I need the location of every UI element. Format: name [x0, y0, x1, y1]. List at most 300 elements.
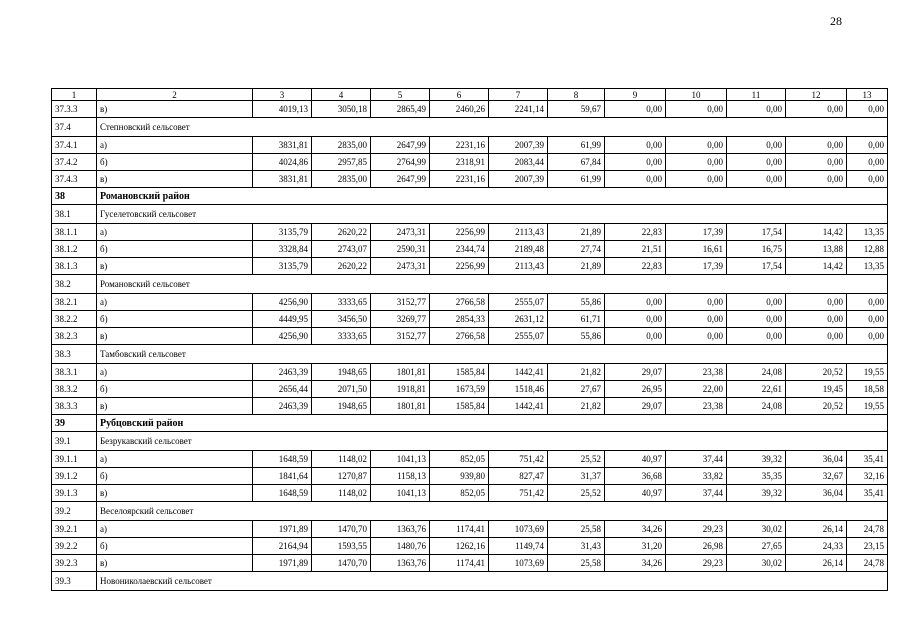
value-cell: 1148,02 [312, 451, 371, 468]
row-variant: а) [97, 451, 253, 468]
value-cell: 32,67 [786, 468, 847, 485]
value-cell: 2656,44 [253, 381, 312, 398]
value-cell: 2189,48 [489, 241, 548, 258]
value-cell: 26,14 [786, 521, 847, 538]
table-row [52, 171, 888, 188]
value-cell: 59,67 [548, 101, 605, 118]
value-cell: 0,00 [666, 154, 727, 171]
row-code: 38.2.1 [52, 294, 97, 311]
value-cell: 17,39 [666, 258, 727, 275]
column-number-row [52, 89, 888, 101]
value-cell: 33,82 [666, 468, 727, 485]
value-cell: 1363,76 [371, 555, 430, 572]
value-cell: 2835,00 [312, 171, 371, 188]
value-cell: 1948,65 [312, 364, 371, 381]
value-cell: 1442,41 [489, 398, 548, 415]
column-number: 6 [430, 89, 489, 101]
value-cell: 0,00 [727, 101, 786, 118]
value-cell: 21,51 [605, 241, 666, 258]
table-row [52, 468, 888, 485]
value-cell: 30,02 [727, 555, 786, 572]
row-code: 39.2 [52, 502, 97, 521]
column-number: 9 [605, 89, 666, 101]
value-cell: 0,00 [666, 311, 727, 328]
value-cell: 2113,43 [489, 224, 548, 241]
value-cell: 31,20 [605, 538, 666, 555]
district-row [52, 188, 888, 205]
row-code: 38.2 [52, 275, 97, 294]
value-cell: 1041,13 [371, 451, 430, 468]
value-cell: 34,26 [605, 555, 666, 572]
value-cell: 2344,74 [430, 241, 489, 258]
value-cell: 0,00 [605, 101, 666, 118]
value-cell: 0,00 [847, 311, 888, 328]
value-cell: 35,35 [727, 468, 786, 485]
value-cell: 3152,77 [371, 294, 430, 311]
council-name: Гуселетовский сельсовет [97, 205, 888, 224]
row-variant: в) [97, 101, 253, 118]
value-cell: 3831,81 [253, 171, 312, 188]
value-cell: 751,42 [489, 451, 548, 468]
value-cell: 4024,86 [253, 154, 312, 171]
column-number: 12 [786, 89, 847, 101]
row-code: 38.3.1 [52, 364, 97, 381]
value-cell: 14,42 [786, 224, 847, 241]
table-row [52, 364, 888, 381]
value-cell: 0,00 [666, 137, 727, 154]
value-cell: 2083,44 [489, 154, 548, 171]
value-cell: 852,05 [430, 451, 489, 468]
row-code: 38.1.1 [52, 224, 97, 241]
row-variant: б) [97, 241, 253, 258]
value-cell: 36,68 [605, 468, 666, 485]
council-name: Степновский сельсовет [97, 118, 888, 137]
value-cell: 29,07 [605, 364, 666, 381]
row-code: 39.3 [52, 572, 97, 591]
value-cell: 1648,59 [253, 485, 312, 502]
row-variant: в) [97, 171, 253, 188]
value-cell: 12,88 [847, 241, 888, 258]
value-cell: 1470,70 [312, 521, 371, 538]
row-variant: а) [97, 224, 253, 241]
value-cell: 3333,65 [312, 294, 371, 311]
value-cell: 1442,41 [489, 364, 548, 381]
value-cell: 2318,91 [430, 154, 489, 171]
column-number: 1 [52, 89, 97, 101]
row-code: 38.3.2 [52, 381, 97, 398]
value-cell: 27,74 [548, 241, 605, 258]
value-cell: 3333,65 [312, 328, 371, 345]
value-cell: 24,33 [786, 538, 847, 555]
value-cell: 1918,81 [371, 381, 430, 398]
row-variant: а) [97, 521, 253, 538]
row-variant: в) [97, 258, 253, 275]
row-code: 37.4 [52, 118, 97, 137]
value-cell: 35,41 [847, 451, 888, 468]
row-code: 39 [52, 415, 97, 432]
council-name: Веселоярский сельсовет [97, 502, 888, 521]
value-cell: 35,41 [847, 485, 888, 502]
value-cell: 61,71 [548, 311, 605, 328]
value-cell: 39,32 [727, 451, 786, 468]
row-variant: б) [97, 154, 253, 171]
council-row [52, 345, 888, 364]
value-cell: 18,58 [847, 381, 888, 398]
value-cell: 2647,99 [371, 137, 430, 154]
row-variant: а) [97, 137, 253, 154]
value-cell: 24,78 [847, 521, 888, 538]
table-row [52, 154, 888, 171]
row-variant: б) [97, 311, 253, 328]
value-cell: 0,00 [605, 294, 666, 311]
row-code: 39.2.3 [52, 555, 97, 572]
value-cell: 2071,50 [312, 381, 371, 398]
council-row [52, 275, 888, 294]
column-number: 11 [727, 89, 786, 101]
value-cell: 13,35 [847, 258, 888, 275]
value-cell: 2620,22 [312, 258, 371, 275]
value-cell: 1518,46 [489, 381, 548, 398]
value-cell: 24,08 [727, 398, 786, 415]
value-cell: 2231,16 [430, 171, 489, 188]
column-number: 5 [371, 89, 430, 101]
value-cell: 19,45 [786, 381, 847, 398]
value-cell: 3269,77 [371, 311, 430, 328]
value-cell: 0,00 [605, 311, 666, 328]
council-name: Безрукавский сельсовет [97, 432, 888, 451]
value-cell: 21,89 [548, 258, 605, 275]
value-cell: 32,16 [847, 468, 888, 485]
table-row [52, 258, 888, 275]
value-cell: 1971,89 [253, 555, 312, 572]
value-cell: 1480,76 [371, 538, 430, 555]
row-variant: в) [97, 555, 253, 572]
value-cell: 2743,07 [312, 241, 371, 258]
value-cell: 67,84 [548, 154, 605, 171]
table-row [52, 101, 888, 118]
value-cell: 0,00 [727, 328, 786, 345]
table-row [52, 485, 888, 502]
value-cell: 4449,95 [253, 311, 312, 328]
row-code: 38.1.3 [52, 258, 97, 275]
value-cell: 2463,39 [253, 398, 312, 415]
row-code: 38.1 [52, 205, 97, 224]
value-cell: 1174,41 [430, 521, 489, 538]
value-cell: 0,00 [786, 154, 847, 171]
value-cell: 3831,81 [253, 137, 312, 154]
row-variant: в) [97, 485, 253, 502]
row-code: 38.2.3 [52, 328, 97, 345]
value-cell: 2766,58 [430, 294, 489, 311]
row-code: 37.3.3 [52, 101, 97, 118]
value-cell: 2241,14 [489, 101, 548, 118]
value-cell: 1585,84 [430, 398, 489, 415]
value-cell: 61,99 [548, 171, 605, 188]
council-row [52, 205, 888, 224]
row-code: 37.4.2 [52, 154, 97, 171]
value-cell: 2555,07 [489, 328, 548, 345]
row-code: 38.3.3 [52, 398, 97, 415]
value-cell: 14,42 [786, 258, 847, 275]
value-cell: 22,61 [727, 381, 786, 398]
column-number: 8 [548, 89, 605, 101]
value-cell: 19,55 [847, 364, 888, 381]
table-row [52, 294, 888, 311]
column-number: 2 [97, 89, 253, 101]
value-cell: 1363,76 [371, 521, 430, 538]
value-cell: 22,83 [605, 224, 666, 241]
value-cell: 3135,79 [253, 258, 312, 275]
value-cell: 24,78 [847, 555, 888, 572]
column-number: 10 [666, 89, 727, 101]
value-cell: 23,38 [666, 364, 727, 381]
value-cell: 2113,43 [489, 258, 548, 275]
value-cell: 1148,02 [312, 485, 371, 502]
table-row [52, 311, 888, 328]
table-body [52, 89, 888, 591]
value-cell: 0,00 [786, 311, 847, 328]
council-row [52, 572, 888, 591]
value-cell: 0,00 [786, 101, 847, 118]
value-cell: 1174,41 [430, 555, 489, 572]
table-row [52, 538, 888, 555]
value-cell: 1149,74 [489, 538, 548, 555]
value-cell: 34,26 [605, 521, 666, 538]
value-cell: 1593,55 [312, 538, 371, 555]
value-cell: 1585,84 [430, 364, 489, 381]
value-cell: 26,95 [605, 381, 666, 398]
value-cell: 0,00 [727, 311, 786, 328]
district-name: Рубцовский район [97, 415, 888, 432]
value-cell: 25,58 [548, 555, 605, 572]
value-cell: 16,75 [727, 241, 786, 258]
value-cell: 26,14 [786, 555, 847, 572]
value-cell: 827,47 [489, 468, 548, 485]
column-number: 4 [312, 89, 371, 101]
value-cell: 29,23 [666, 555, 727, 572]
value-cell: 0,00 [786, 328, 847, 345]
value-cell: 55,86 [548, 294, 605, 311]
value-cell: 29,23 [666, 521, 727, 538]
value-cell: 0,00 [727, 137, 786, 154]
value-cell: 3328,84 [253, 241, 312, 258]
value-cell: 22,00 [666, 381, 727, 398]
value-cell: 2256,99 [430, 258, 489, 275]
row-code: 39.1.1 [52, 451, 97, 468]
value-cell: 3152,77 [371, 328, 430, 345]
row-variant: в) [97, 328, 253, 345]
value-cell: 16,61 [666, 241, 727, 258]
value-cell: 0,00 [605, 137, 666, 154]
row-variant: б) [97, 538, 253, 555]
value-cell: 2647,99 [371, 171, 430, 188]
value-cell: 23,15 [847, 538, 888, 555]
value-cell: 0,00 [605, 171, 666, 188]
value-cell: 0,00 [666, 328, 727, 345]
value-cell: 2865,49 [371, 101, 430, 118]
value-cell: 39,32 [727, 485, 786, 502]
value-cell: 30,02 [727, 521, 786, 538]
value-cell: 3456,50 [312, 311, 371, 328]
value-cell: 17,54 [727, 258, 786, 275]
value-cell: 0,00 [666, 101, 727, 118]
value-cell: 31,37 [548, 468, 605, 485]
row-code: 38 [52, 188, 97, 205]
value-cell: 852,05 [430, 485, 489, 502]
value-cell: 1948,65 [312, 398, 371, 415]
value-cell: 3135,79 [253, 224, 312, 241]
council-name: Тамбовский сельсовет [97, 345, 888, 364]
value-cell: 21,89 [548, 224, 605, 241]
council-row [52, 502, 888, 521]
district-name: Романовский район [97, 188, 888, 205]
row-variant: в) [97, 398, 253, 415]
value-cell: 55,86 [548, 328, 605, 345]
value-cell: 37,44 [666, 485, 727, 502]
row-code: 38.2.2 [52, 311, 97, 328]
value-cell: 1801,81 [371, 364, 430, 381]
value-cell: 17,54 [727, 224, 786, 241]
value-cell: 19,55 [847, 398, 888, 415]
table-row [52, 398, 888, 415]
table-row [52, 521, 888, 538]
value-cell: 0,00 [727, 154, 786, 171]
value-cell: 2473,31 [371, 258, 430, 275]
value-cell: 1270,87 [312, 468, 371, 485]
value-cell: 2620,22 [312, 224, 371, 241]
value-cell: 2854,33 [430, 311, 489, 328]
value-cell: 2631,12 [489, 311, 548, 328]
value-cell: 4256,90 [253, 328, 312, 345]
value-cell: 25,58 [548, 521, 605, 538]
value-cell: 40,97 [605, 451, 666, 468]
value-cell: 0,00 [727, 171, 786, 188]
value-cell: 23,38 [666, 398, 727, 415]
value-cell: 2460,26 [430, 101, 489, 118]
value-cell: 61,99 [548, 137, 605, 154]
council-name: Новониколаевский сельсовет [97, 572, 888, 591]
table-row [52, 224, 888, 241]
value-cell: 1801,81 [371, 398, 430, 415]
value-cell: 0,00 [666, 294, 727, 311]
column-number: 7 [489, 89, 548, 101]
value-cell: 1841,64 [253, 468, 312, 485]
value-cell: 40,97 [605, 485, 666, 502]
value-cell: 1041,13 [371, 485, 430, 502]
table-row [52, 137, 888, 154]
value-cell: 37,44 [666, 451, 727, 468]
row-code: 37.4.3 [52, 171, 97, 188]
value-cell: 1470,70 [312, 555, 371, 572]
value-cell: 27,67 [548, 381, 605, 398]
value-cell: 27,65 [727, 538, 786, 555]
council-row [52, 432, 888, 451]
value-cell: 0,00 [727, 294, 786, 311]
value-cell: 0,00 [605, 154, 666, 171]
value-cell: 2007,39 [489, 171, 548, 188]
value-cell: 2463,39 [253, 364, 312, 381]
value-cell: 1262,16 [430, 538, 489, 555]
council-name: Романовский сельсовет [97, 275, 888, 294]
page-number: 28 [830, 14, 842, 28]
value-cell: 26,98 [666, 538, 727, 555]
district-row [52, 415, 888, 432]
table-row [52, 451, 888, 468]
council-row [52, 118, 888, 137]
value-cell: 2256,99 [430, 224, 489, 241]
value-cell: 36,04 [786, 485, 847, 502]
value-cell: 4019,13 [253, 101, 312, 118]
row-variant: а) [97, 364, 253, 381]
row-code: 39.2.2 [52, 538, 97, 555]
value-cell: 13,35 [847, 224, 888, 241]
value-cell: 1073,69 [489, 555, 548, 572]
value-cell: 36,04 [786, 451, 847, 468]
value-cell: 29,07 [605, 398, 666, 415]
table-row [52, 328, 888, 345]
value-cell: 2957,85 [312, 154, 371, 171]
value-cell: 20,52 [786, 398, 847, 415]
column-number: 13 [847, 89, 888, 101]
value-cell: 2590,31 [371, 241, 430, 258]
value-cell: 21,82 [548, 364, 605, 381]
value-cell: 751,42 [489, 485, 548, 502]
value-cell: 1971,89 [253, 521, 312, 538]
row-code: 37.4.1 [52, 137, 97, 154]
value-cell: 2473,31 [371, 224, 430, 241]
row-code: 38.1.2 [52, 241, 97, 258]
tariff-table [51, 88, 888, 591]
value-cell: 1673,59 [430, 381, 489, 398]
value-cell: 0,00 [605, 328, 666, 345]
row-code: 39.1.2 [52, 468, 97, 485]
value-cell: 20,52 [786, 364, 847, 381]
value-cell: 0,00 [847, 101, 888, 118]
value-cell: 0,00 [666, 171, 727, 188]
row-code: 38.3 [52, 345, 97, 364]
value-cell: 25,52 [548, 451, 605, 468]
row-code: 39.1.3 [52, 485, 97, 502]
row-code: 39.2.1 [52, 521, 97, 538]
value-cell: 2555,07 [489, 294, 548, 311]
value-cell: 0,00 [847, 171, 888, 188]
value-cell: 13,88 [786, 241, 847, 258]
value-cell: 0,00 [786, 171, 847, 188]
value-cell: 2164,94 [253, 538, 312, 555]
row-variant: б) [97, 468, 253, 485]
row-code: 39.1 [52, 432, 97, 451]
value-cell: 22,83 [605, 258, 666, 275]
value-cell: 2764,99 [371, 154, 430, 171]
value-cell: 2007,39 [489, 137, 548, 154]
value-cell: 31,43 [548, 538, 605, 555]
value-cell: 0,00 [847, 328, 888, 345]
value-cell: 1648,59 [253, 451, 312, 468]
value-cell: 1073,69 [489, 521, 548, 538]
value-cell: 0,00 [786, 137, 847, 154]
value-cell: 2835,00 [312, 137, 371, 154]
row-variant: б) [97, 381, 253, 398]
value-cell: 25,52 [548, 485, 605, 502]
value-cell: 0,00 [847, 137, 888, 154]
value-cell: 0,00 [786, 294, 847, 311]
value-cell: 3050,18 [312, 101, 371, 118]
value-cell: 0,00 [847, 154, 888, 171]
table-row [52, 381, 888, 398]
value-cell: 1158,13 [371, 468, 430, 485]
value-cell: 939,80 [430, 468, 489, 485]
value-cell: 17,39 [666, 224, 727, 241]
